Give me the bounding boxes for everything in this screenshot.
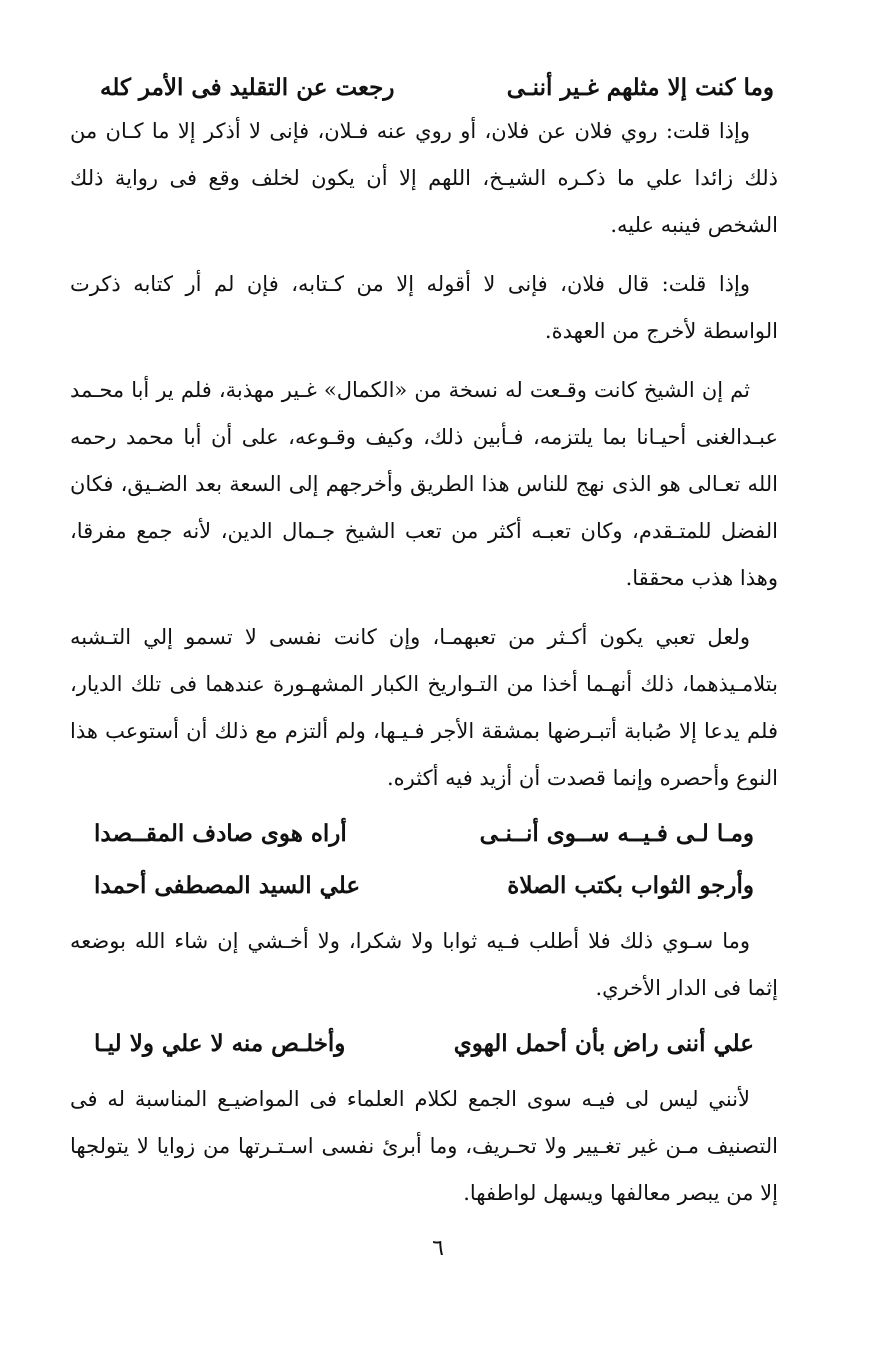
paragraph: وإذا قلت: روي فلان عن فلان، أو روي عنه فـلان، فإنى لا أذكر إلا ما كـان من ذلك زائدا علي ما ذكـره الشيـخ، اللهم إلا أن يكون لخلف وقع فى رواية ذلك الشخص فينبه عليه. (70, 119, 778, 237)
verse-hemistich-right: ومـا لـى فـيــه ســوى أنــنـى (479, 820, 754, 847)
paragraph: ثم إن الشيخ كانت وقـعت له نسخة من «الكمال» غـير مهذبة، فلم ير أبا محـمد عبـدالغنى أحيـانا بما يلتزمه، فـأبين ذلك، وكيف وقـوعه، على أن أبا محمد رحمه الله تعـالى هو الذى نهج للناس هذا الطريق وأخرجهم إلى السعة بعد الضـيق، فكان الفضل للمتـقدم، وكان تعبـه أكثر من تعب الشيخ جـمال الدين، لأنه جمع مفرقا، وهذا هذب محققا. (70, 378, 778, 590)
page-body (70, 68, 778, 1217)
verse-hemistich-left: أراه هوى صادف المقــصدا (94, 820, 347, 847)
verse-line (70, 1024, 778, 1064)
paragraph: وإذا قلت: قال فلان، فإنى لا أقوله إلا من كـتابه، فإن لم أر كتابه ذكرت الواسطة لأخرج من العهدة. (70, 272, 778, 343)
verse-hemistich-left: علي السيد المصطفى أحمدا (94, 872, 361, 899)
verse-hemistich-left: رجعت عن التقليد فى الأمر كله (100, 74, 395, 101)
verse-hemistich-right: علي أننى راض بأن أحمل الهوي (453, 1030, 754, 1057)
paragraph: ولعل تعبي يكون أكـثر من تعبهمـا، وإن كانت نفسى لا تسمو إلي التـشبه بتلامـيذهما، ذلك أنهـما أخذا من التـواريخ الكبار المشهـورة عندهما فى تلك الديار، فلم يدعا إلا صُبابة أتبـرضها بمشقة الأجر فـيـها، ولم ألتزم مع ذلك أن أستوعب هذا النوع وأحصره وإنما قصدت أن أزيد فيه أكثره. (70, 625, 778, 790)
verse-line (70, 814, 778, 854)
verse-hemistich-right: وأرجو الثواب بكتب الصلاة (507, 872, 754, 899)
page-number: ٦ (432, 1236, 444, 1261)
paragraph: وما سـوي ذلك فلا أطلب فـيه ثوابا ولا شكرا، ولا أخـشي إن شاء الله بوضعه إثما فى الدار الأخري. (70, 929, 778, 1000)
paragraph: لأنني ليس لى فيـه سوى الجمع لكلام العلماء فى المواضيـع المناسبة له فى التصنيف مـن غير تغـيير ولا تحـريف، وما أبرئ نفسى اسـتـرتها من زوايا لا يتولجها إلا من يبصر معالفها ويسهل لواطفها. (70, 1087, 778, 1205)
verse-line (70, 68, 778, 108)
verse-line (70, 866, 778, 906)
verse-hemistich-right: وما كنت إلا مثلهم غـير أننـى (506, 74, 774, 101)
verse-hemistich-left: وأخلـص منه لا علي ولا ليـا (94, 1030, 346, 1057)
